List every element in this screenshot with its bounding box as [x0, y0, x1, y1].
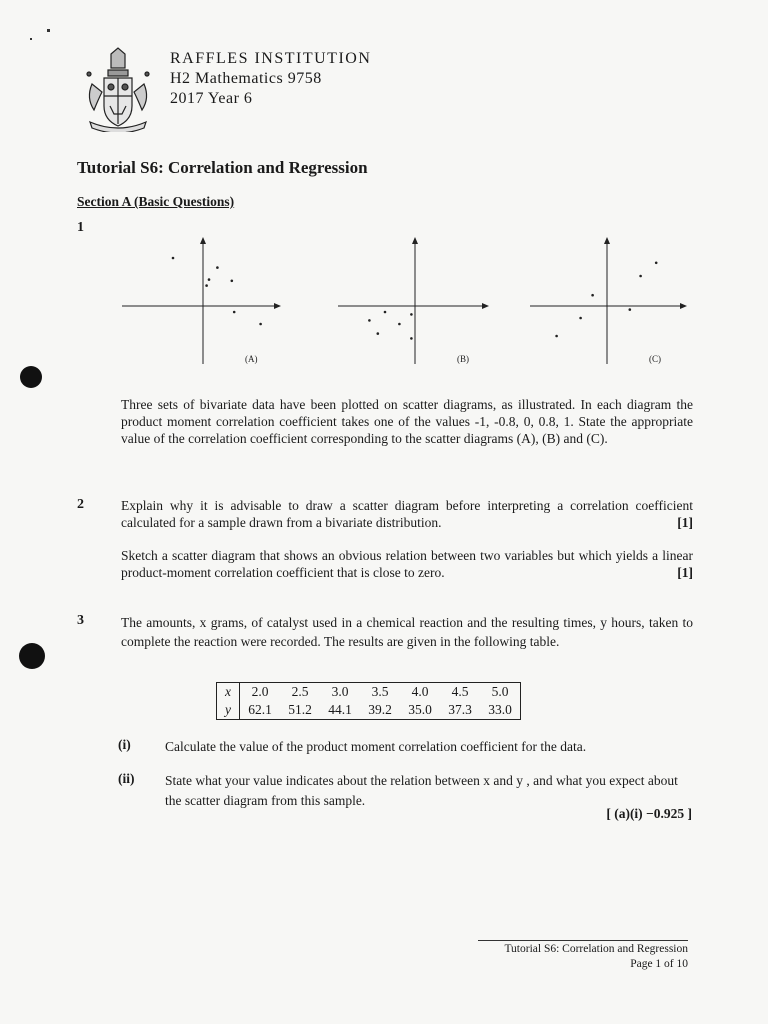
table-cell: 44.1	[328, 702, 352, 717]
scatter-point	[231, 280, 234, 283]
diagram-c-label: (C)	[649, 354, 661, 364]
scatter-point	[384, 311, 387, 314]
section-heading: Section A (Basic Questions)	[77, 194, 235, 209]
scan-hole-punch	[19, 643, 45, 669]
school-crest-logo	[80, 44, 156, 132]
diagram-a-label: (A)	[245, 354, 258, 364]
question-2-part-2	[121, 547, 693, 581]
table-cell: 51.2	[288, 702, 312, 717]
subquestion-i-number: (i)	[118, 737, 131, 752]
scatter-point	[655, 262, 658, 265]
footer-divider	[478, 940, 688, 941]
scatter-point	[555, 335, 558, 338]
subquestion-ii-number: (ii)	[118, 771, 135, 786]
table-row-label: y	[217, 701, 240, 720]
question-2-part-1	[121, 497, 693, 531]
scatter-point	[233, 311, 236, 314]
question-1-text: Three sets of bivariate data have been plotted on scatter diagrams, as illustrated. In each diagram the product moment correlation coefficient takes one of the values -1, -0.8, 0, 0.8, 1. State the appropriate value of the correlation coefficient corresponding to the scatter diagrams (A), (B) and (C).	[121, 397, 693, 446]
scatter-point	[579, 317, 582, 320]
year-line: 2017 Year 6	[170, 90, 253, 107]
scatter-point	[639, 275, 642, 278]
scatter-point	[591, 294, 594, 297]
scatter-point	[205, 284, 208, 287]
question-1-number: 1	[77, 220, 84, 235]
question-2-part-2-mark: [1]	[677, 565, 693, 580]
table-cell: 3.0	[331, 684, 349, 699]
scatter-point	[398, 323, 401, 326]
footer-title: Tutorial S6: Correlation and Regression	[504, 943, 688, 955]
scatter-point	[368, 319, 371, 322]
page-title: Tutorial S6: Correlation and Regression	[77, 158, 368, 177]
scatter-diagrams	[110, 234, 700, 370]
answer-key: [ (a)(i) −0.925 ]	[606, 806, 692, 821]
question-2-part-2-text: Sketch a scatter diagram that shows an obvious relation between two variables but which yields a linear product-moment correlation coefficient that is close to zero.	[121, 548, 693, 580]
table-row-label: x	[217, 683, 240, 702]
scatter-point	[216, 266, 219, 269]
scatter-diagram-a	[122, 237, 281, 364]
subject-line: H2 Mathematics 9758	[170, 70, 322, 87]
question-2-number: 2	[77, 497, 84, 512]
table-cell: 4.0	[411, 684, 429, 699]
table-cell: 35.0	[408, 702, 432, 717]
scatter-diagram-c	[530, 237, 687, 364]
data-table	[216, 682, 521, 720]
scan-hole-punch	[20, 366, 42, 388]
table-cell: 33.0	[488, 702, 512, 717]
scatter-diagram-b	[338, 237, 489, 364]
diagram-b-label: (B)	[457, 354, 469, 364]
school-name: RAFFLES INSTITUTION	[170, 50, 372, 67]
question-2-part-1-mark: [1]	[677, 515, 693, 530]
table-cell: 5.0	[491, 684, 509, 699]
question-2-part-1-text: Explain why it is advisable to draw a scatter diagram before interpreting a correlation coefficient calculated for a sample drawn from a bivariate distribution.	[121, 498, 693, 530]
table-row-x	[217, 683, 521, 702]
question-3-number: 3	[77, 613, 84, 628]
scatter-point	[172, 257, 175, 260]
scatter-point	[629, 308, 632, 311]
scatter-point	[410, 313, 413, 316]
scatter-point	[259, 323, 262, 326]
table-row-y	[217, 701, 521, 720]
subquestion-i-text: Calculate the value of the product moment correlation coefficient for the data.	[165, 739, 587, 754]
scan-speck	[47, 29, 50, 32]
question-3-text: The amounts, x grams, of catalyst used in a chemical reaction and the resulting times, y hours, taken to complete the reaction were recorded. The results are given in the following table.	[121, 615, 693, 649]
subquestion-ii-text: State what your value indicates about the relation between x and y , and what you expect about the scatter diagram from this sample.	[165, 773, 678, 808]
table-cell: 3.5	[371, 684, 389, 699]
footer-page-number: Page 1 of 10	[630, 958, 688, 970]
table-cell: 4.5	[451, 684, 469, 699]
scatter-point	[410, 337, 413, 340]
table-cell: 37.3	[448, 702, 472, 717]
scatter-point	[377, 332, 380, 335]
table-cell: 62.1	[248, 702, 272, 717]
scatter-point	[208, 278, 211, 281]
table-cell: 39.2	[368, 702, 392, 717]
scan-speck	[30, 38, 32, 40]
table-cell: 2.5	[291, 684, 309, 699]
table-cell: 2.0	[251, 684, 269, 699]
